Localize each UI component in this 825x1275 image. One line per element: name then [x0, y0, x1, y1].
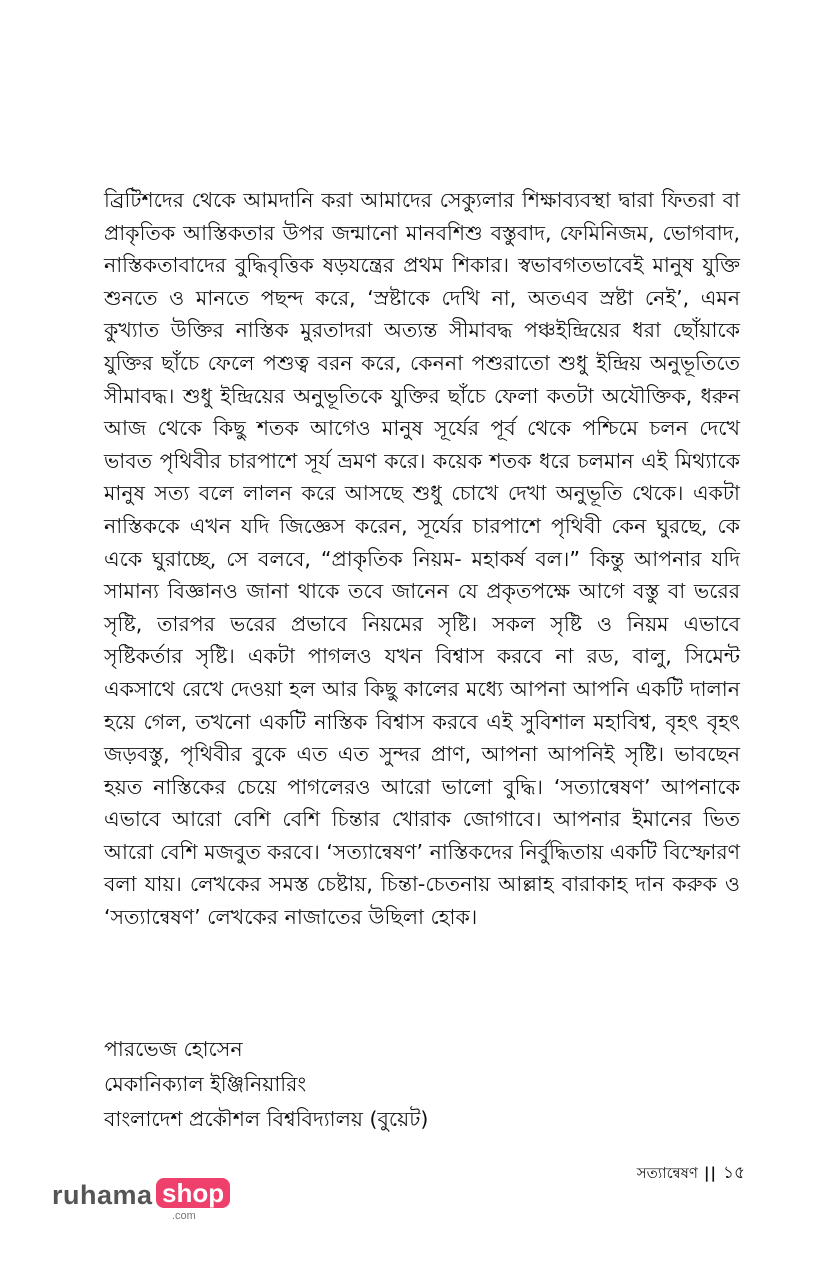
logo-brand-right: shop	[156, 1178, 230, 1208]
signature-institution: বাংলাদেশ প্রকৌশল বিশ্ববিদ্যালয় (বুয়েট)	[104, 1107, 429, 1131]
logo-domain: .com	[172, 1210, 196, 1222]
body-paragraph: ব্রিটিশদের থেকে আমদানি করা আমাদের সেক্যুলার শিক্ষাব্যবস্থা দ্বারা ফিতরা বা প্রাকৃতিক আস্তিকতার উপর জন্মানো মানবশিশু বস্তুবাদ, ফেমিনিজম, ভোগবাদ, নাস্তিকতাবাদের বুদ্ধিবৃত্তিক ষড়যন্ত্রের প্রথম শিকার। স্বভাবগতভাবেই মানুষ যুক্তি শুনতে ও মানতে পছন্দ করে, ‘স্রষ্টাকে দেখি না, অতএব স্রষ্টা নেই’, এমন কুখ্যাত উক্তির নাস্তিক মুরতাদরা অত্যন্ত সীমাবদ্ধ পঞ্চইন্দ্রিয়ের ধরা ছোঁয়াকে যুক্তির ছাঁচে ফেলে পশুত্ব বরন করে, কেননা পশুরাতো শুধু ইন্দ্রিয় অনুভূতিতে সীমাবদ্ধ। শুধু ইন্দ্রিয়ের অনুভূতিকে যুক্তির ছাঁচে ফেলা কতটা অযৌক্তিক, ধরুন আজ থেকে কিছু শতক আগেও মানুষ সূর্যের পূর্ব থেকে পশ্চিমে চলন দেখে ভাবত পৃথিবীর চারপাশে সূর্য ভ্রমণ করে। কয়েক শতক ধরে চলমান এই মিথ্যাকে মানুষ সত্য বলে লালন করে আসছে শুধু চোখে দেখা অনুভূতি থেকে। একটা নাস্তিককে এখন যদি জিজ্ঞেস করেন, সূর্যের চারপাশে পৃথিবী কেন ঘুরছে, কে একে ঘুরাচ্ছে, সে বলবে, “প্রাকৃতিক নিয়ম- মহাকর্ষ বল।” কিন্তু আপনার যদি সামান্য বিজ্ঞানও জানা থাকে তবে জানেন যে প্রকৃতপক্ষে আগে বস্তু বা ভরের সৃষ্টি, তারপর ভরের প্রভাবে নিয়মের সৃষ্টি। সকল সৃষ্টি ও নিয়ম এভাবে সৃষ্টিকর্তার সৃষ্টি। একটা পাগলও যখন বিশ্বাস করবে না রড, বালু, সিমেন্ট একসাথে রেখে দেওয়া হল আর কিছু কালের মধ্যে আপনা আপনি একটি দালান হয়ে গেল, তখনো একটি নাস্তিক বিশ্বাস করবে এই সুবিশাল মহাবিশ্ব, বৃহৎ বৃহৎ জড়বস্তু, পৃথিবীর বুকে এত এত সুন্দর প্রাণ, আপনা আপনিই সৃষ্টি। ভাবছেন হয়ত নাস্তিকের চেয়ে পাগলেরও আরো ভালো বুদ্ধি। ‘সত্যান্বেষণ’ আপনাকে এভাবে আরো বেশি বেশি চিন্তার খোরাক জোগাবে। আপনার ইমানের ভিত আরো বেশি মজবুত করবে। ‘সত্যান্বেষণ’ নাস্তিকদের নির্বুদ্ধিতায় একটি বিস্ফোরণ বলা যায়। লেখকের সমস্ত চেষ্টায়, চিন্তা-চেতনায় আল্লাহ বারাকাহ দান করুক ও ‘সত্যান্বেষণ’ লেখকের নাজাতের উছিলা হোক।	[104, 188, 740, 930]
footer-book-title: সত্যান্বেষণ	[636, 1164, 698, 1182]
signature-name: পারভেজ হোসেন	[104, 1037, 243, 1061]
page-number: ১৫	[722, 1163, 745, 1183]
signature-block	[104, 1032, 744, 1137]
ruhamashop-watermark-logo	[52, 1176, 252, 1224]
logo-brand-left: ruhama	[52, 1180, 153, 1210]
footer-separator: ||	[703, 1164, 717, 1182]
body-text	[104, 184, 740, 934]
signature-department: মেকানিক্যাল ইঞ্জিনিয়ারিং	[104, 1072, 307, 1096]
page-footer	[637, 1160, 745, 1188]
